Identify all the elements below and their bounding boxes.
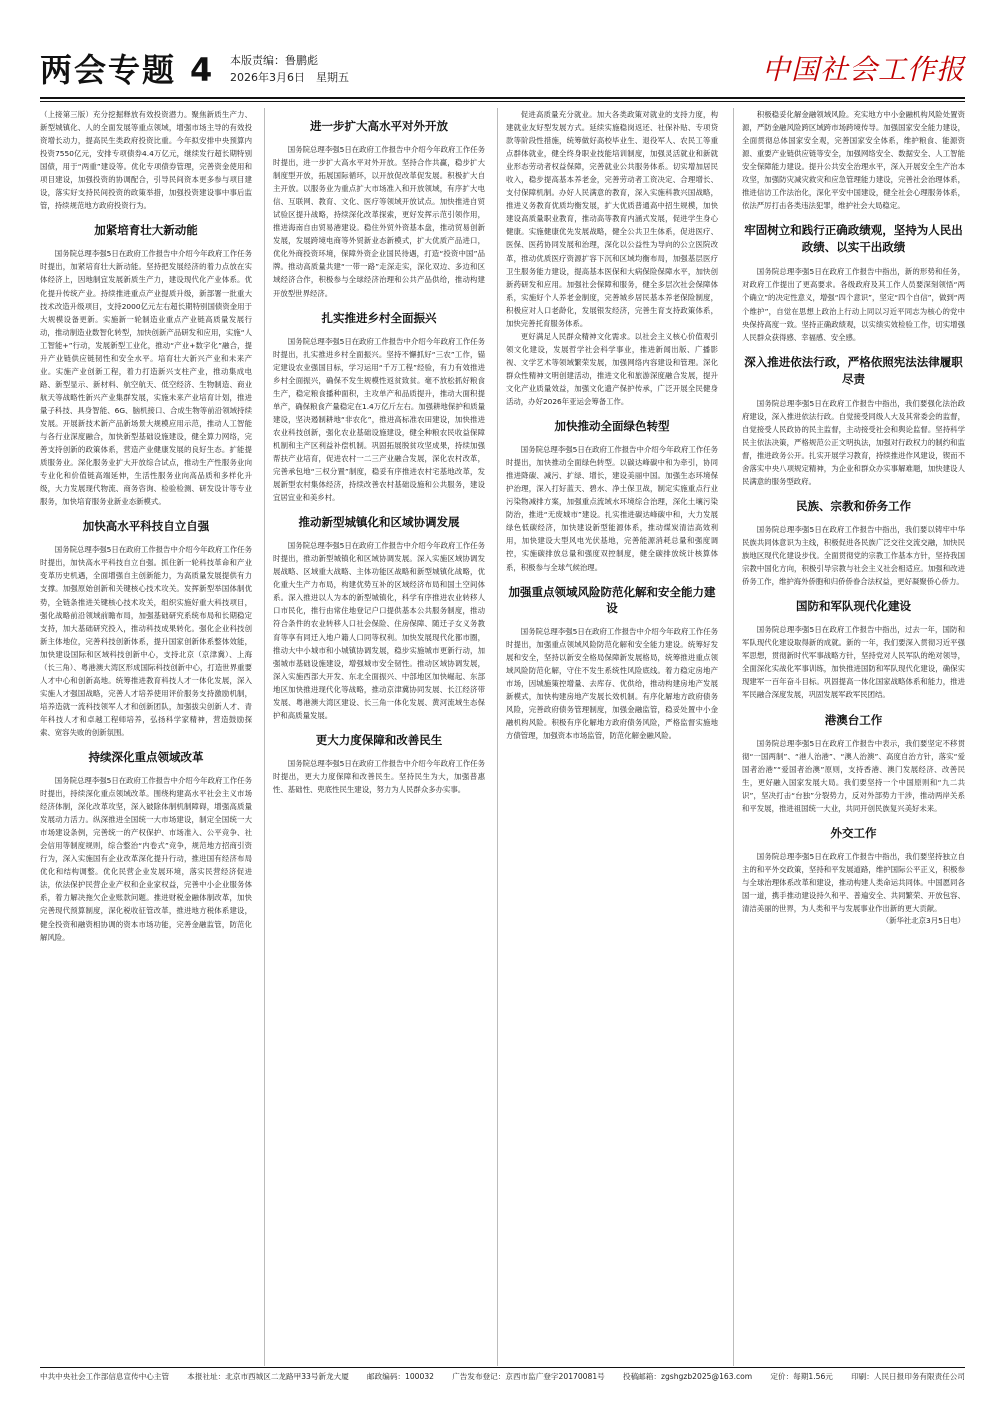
article-body: 促进高质量充分就业。加大各类政策对就业的支持力度，构建就业友好型发展方式。延续实施稳岗返还、社保补贴、专项贷款等阶段性措施，统筹做好高校毕业生、退役军人、农民工等重点群体就业，健全终身职业技能培训制度，加强灵活就业和新就业形态劳动者权益保障，完善就业公共服务体系。切实增加居民收入，稳步提高基本养老金，完善劳动者工资决定、合理增长、支付保障机制。办好人民满意的教育，深入实施科教兴国战略，推进义务教育优质均衡发展，扩大优质普通高中招生规模，加快建设高质量职业教育，推动高等教育内涵式发展，促进学生身心健康。实施健康优先发展战略，健全公共卫生体系，促进医疗、医保、医药协同发展和治理，深化以公益性为导向的公立医院改革，推动优质医疗资源扩容下沉和区域均衡布局，加强基层医疗卫生服务能力建设，提高基本医保和大病保险保障水平，加快创新药研发和应用。加强社会保障和服务，健全多层次社会保障体系，实施好个人养老金制度，完善城乡居民基本养老保险制度，积极应对人口老龄化，发展银发经济，完善生育支持政策体系，加快完善托育服务体系。 (506, 110, 718, 328)
column-2 (273, 108, 485, 1366)
article-body: 国务院总理李强5日在政府工作报告中介绍今年政府工作任务时提出，更大力度保障和改善民生。坚持民生为大，加强普惠性、基础性、兜底性民生建设，努力为人民群众多办实事。 (273, 758, 485, 794)
footer-publisher: 中共中央社会工作部信息宣传中心主管 (40, 1372, 170, 1381)
article-heading: 港澳台工作 (824, 712, 883, 727)
newspaper-logo: 中国社会工作报 (761, 53, 965, 86)
masthead-rule-thin (40, 101, 965, 102)
article-body: 国务院总理李强5日在政府工作报告中介绍今年政府工作任务时提出，推动新型城镇化和区域协调发展。深入实施区域协调发展战略、区域重大战略、主体功能区战略和新型城镇化战略，优化重大生产力布局，构建优势互补的区域经济布局和国土空间体系。深入推进以人为本的新型城镇化，科学有序推进农业转移人口市民化，推行由常住地登记户口提供基本公共服务制度，推动符合条件的农业转移人口社会保险、住房保障、随迁子女义务教育等享有同迁入地户籍人口同等权利。加快发展现代化都市圈，推动大中小城市和小城镇协调发展，稳步实施城市更新行动，加强城市基础设施建设，增强城市安全韧性。推动区域协调发展，深入实施西部大开发、东北全面振兴、中部地区加快崛起、东部地区加快推进现代化等战略，推动京津冀协同发展、长江经济带发展、粤港澳大湾区建设、长三角一体化发展、黄河流域生态保护和高质量发展。 (273, 541, 485, 720)
column-4 (742, 108, 965, 1366)
footer-postcode: 邮政编码：100032 (367, 1372, 435, 1381)
footer-email: 投稿邮箱：zgshgzb2025@163.com (622, 1372, 753, 1381)
page-number: 4 (190, 51, 215, 89)
article-heading: 加强重点领域风险防范化解和安全能力建设 (508, 584, 716, 615)
article-body: 国务院总理李强5日在政府工作报告中指出，我们要以铸牢中华民族共同体意识为主线，积极促进各民族广泛交往交流交融，加快民族地区现代化建设步伐。全面贯彻党的宗教工作基本方针，坚持我国宗教中国化方向，积极引导宗教与社会主义社会相适应。加强和改进侨务工作，维护海外侨胞和归侨侨眷合法权益，更好凝聚侨心侨力。 (742, 524, 965, 587)
article-body: 积极稳妥化解金融领域风险。充实地方中小金融机构风险处置资源，严防金融风险跨区域跨市场跨境传导。加强国家安全能力建设，全面贯彻总体国家安全观，完善国家安全体系，维护粮食、能源资源、重要产业链供应链等安全，加强网络安全、数据安全、人工智能安全保障能力建设。提升公共安全治理水平，深入开展安全生产治本攻坚，加强防灾减灾救灾和应急管理能力建设，完善社会治理体系，推进信访工作法治化，深化平安中国建设，健全社会心理服务体系，依法严厉打击各类违法犯罪，维护社会大局稳定。 (742, 110, 965, 211)
article-body: 国务院总理李强5日在政府工作报告中介绍今年政府工作任务时提出，加快高水平科技自立自强。抓住新一轮科技革命和产业变革历史机遇，全面增强自主创新能力，为高质量发展提供有力支撑。加强原始创新和关键核心技术攻关。发挥新型举国体制优势，全链条推进关键核心技术攻关，组织实施好重大科技项目，强化战略前沿领域前瞻布局，加强基础研究系统布局和长期稳定支持，加大基础研究投入，推动科技成果转化。强化企业科技创新主体地位，完善科技创新体系，提升国家创新体系整体效能，加快建设国际和区域科技创新中心，支持北京（京津冀）、上海（长三角）、粤港澳大湾区形成国际科技创新中心，打造世界重要人才中心和创新高地。统筹推进教育科技人才一体化发展，深入实施人才强国战略，完善人才培养使用评价服务支持激励机制，培养造就一流科技领军人才和创新团队，加强拔尖创新人才、青年科技人才和卓越工程师培养，弘扬科学家精神，营造鼓励探索、宽容失败的创新氛围。 (40, 545, 252, 737)
article-body: 国务院总理李强5日在政府工作报告中介绍今年政府工作任务时提出，进一步扩大高水平对外开放。坚持合作共赢，稳步扩大制度型开放，拓展国际循环，以开放促改革促发展。积极扩大自主开放。以服务业为重点扩大市场准入和开放领域，有序扩大电信、互联网、教育、文化、医疗等领域开放试点。加快推进自贸试验区提升战略，持续深化改革探索，更好发挥示范引领作用，推进海南自由贸易港建设。稳住外贸外资基本盘，推动贸易创新发展，发展跨境电商等外贸新业态新模式，扩大优质产品进口，优化外商投资环境，保障外资企业国民待遇，打造“投资中国”品牌。推动高质量共建“一带一路”走深走实，深化双边、多边和区域经济合作，积极参与全球经济治理和公共产品供给，推动构建开放型世界经济。 (273, 145, 485, 298)
issue-date: 2026年3月6日 星期五 (230, 71, 349, 84)
article-heading: 外交工作 (830, 825, 877, 840)
column-3 (506, 108, 718, 1366)
article-heading: 牢固树立和践行正确政绩观，坚持为人民出政绩、以实干出政绩 (744, 223, 963, 255)
footer-printer: 印刷：人民日报印务有限责任公司 (851, 1372, 965, 1381)
article-body: 国务院总理李强5日在政府工作报告中指出，过去一年，国防和军队现代化建设取得新的成就。新的一年，我们要深入贯彻习近平强军思想，贯彻新时代军事战略方针，坚持党对人民军队的绝对领导，全面深化实战化军事训练，加快推进国防和军队现代化建设，确保实现建军一百年奋斗目标。巩固提高一体化国家战略体系和能力，推进军民融合深度发展，巩固发展军政军民团结。 (742, 625, 965, 700)
column-divider (264, 108, 265, 1366)
article-heading: 加快高水平科技自立自强 (82, 519, 210, 534)
article-heading: 民族、宗教和侨务工作 (796, 498, 911, 513)
article-heading: 加紧培育壮大新动能 (94, 223, 198, 238)
article-body: 国务院总理李强5日在政府工作报告中指出，我们要坚持独立自主的和平外交政策，坚持和平发展道路，维护国际公平正义，积极参与全球治理体系改革和建设，推动构建人类命运共同体。中国愿同各国一道，携手推动建设持久和平、普遍安全、共同繁荣、开放包容、清洁美丽的世界，为人类和平与发展事业作出新的更大贡献。 (742, 851, 965, 913)
editor-credit: 本版责编：鲁鹏彪 (230, 54, 318, 67)
section-title: 两会专题 4 (40, 51, 215, 89)
article-body: 国务院总理李强5日在政府工作报告中介绍今年政府工作任务时提出，加快推动全面绿色转型。以碳达峰碳中和为牵引，协同推进降碳、减污、扩绿、增长，建设美丽中国。加强生态环境保护治理，深入打好蓝天、碧水、净土保卫战，制定实施重点行业污染物减排方案，加强重点流域水环境综合治理，深化土壤污染防治，推进“无废城市”建设。扎实推进碳达峰碳中和，大力发展绿色低碳经济，加快建设新型能源体系，推动煤炭清洁高效利用，加快建设大型风电光伏基地，完善能源消耗总量和强度调控，实施碳排放总量和强度双控制度，健全碳排放统计核算体系，积极参与全球气候治理。 (506, 445, 718, 572)
article-heading: 深入推进依法行政，严格依照宪法法律履职尽责 (744, 354, 963, 386)
column-divider (733, 108, 734, 1366)
article-body: 国务院总理李强5日在政府工作报告中指出，我们要强化法治政府建设，深入推进依法行政。自觉接受同级人大及其常委会的监督，自觉接受人民政协的民主监督，主动接受社会和舆论监督。坚持科学民主依法决策，严格规范公正文明执法，加强对行政权力的制约和监督，推进政务公开。扎实开展学习教育，持续推进作风建设，锲而不舍落实中央八项规定精神，为企业和群众办实事解难题，加快建设人民满意的服务型政府。 (742, 398, 965, 486)
article-heading: 扎实推进乡村全面振兴 (321, 310, 437, 325)
article-body: 国务院总理李强5日在政府工作报告中介绍今年政府工作任务时提出，扎实推进乡村全面振兴。坚持不懈抓好“三农”工作，锚定建设农业强国目标，学习运用“千万工程”经验，有力有效推进乡村全面振兴，确保不发生规模性返贫致贫。毫不放松抓好粮食生产，稳定粮食播种面积，主攻单产和品质提升，推动大面积提单产，确保粮食产量稳定在1.4万亿斤左右。加强耕地保护和质量建设，坚决遏制耕地“非农化”，推进高标准农田建设，加快推进农业科技创新，强化农业基础设施建设，健全种粮农民收益保障机制和主产区利益补偿机制。巩固拓展脱贫攻坚成果，持续加强帮扶产业培育，促进农村一二三产业融合发展，深化农村改革，完善承包地“三权分置”制度，稳妥有序推进农村宅基地改革，发展新型农村集体经济，持续改善农村基础设施和公共服务，建设宜居宜业和美乡村。 (273, 336, 485, 503)
article-body: （上接第三版）充分挖掘释放有效投资潜力。聚焦新质生产力、新型城镇化、人的全面发展等重点领域，增强市场主导的有效投资增长动力，提高民生类政府投资比重。今年拟安排中央预算内投资7550亿元，安排专项债券4.4万亿元，继续发行超长期特别国债，用于“两重”建设等。优化专项债券管理，完善资金使用和项目建设，加强投资的协调配合，引导民间资本更多参与项目建设，落实好支持民间投资的政策举措，加强投资建设事中事后监管，持续规范地方政府投资行为。 (40, 110, 252, 211)
column-divider (497, 108, 498, 1366)
article-heading: 加快推动全面绿色转型 (554, 419, 670, 434)
article-body: 国务院总理李强5日在政府工作报告中介绍今年政府工作任务时提出，持续深化重点领域改革。围绕构建高水平社会主义市场经济体制，深化改革攻坚，深入破除体制机制障碍，增强高质量发展动力活力。纵深推进全国统一大市场建设，制定全国统一大市场建设条例，完善统一的产权保护、市场准入、公平竞争、社会信用等制度规则，综合整治“内卷式”竞争，规范地方招商引资行为，深入实施国有企业改革深化提升行动，推进国有经济布局优化和结构调整。优化民营企业发展环境，落实民营经济促进法，依法保护民营企业产权和企业家权益，完善中小企业服务体系，着力解决拖欠企业账款问题。推进财税金融体制改革，加快完善现代预算制度，深化税收征管改革，推进地方税体系建设，健全投资和融资相协调的资本市场功能，完善金融监管，防范化解风险。 (40, 776, 252, 942)
article-heading: 国防和军队现代化建设 (796, 599, 911, 614)
article-body: 国务院总理李强5日在政府工作报告中介绍今年政府工作任务时提出，加强重点领域风险防范化解和安全能力建设。统筹好发展和安全，坚持以新安全格局保障新发展格局，统筹推进重点领域风险防范化解，守住不发生系统性风险底线。着力稳定房地产市场，因城施策控增量、去库存、优供给，推动构建房地产发展新模式，加快构建房地产发展长效机制。有序化解地方政府债务风险，完善政府债务管理制度，加强金融监管，稳妥处置中小金融机构风险。积极有序化解地方政府债务风险，严格监督实施地方债管理，加强资本市场监管，防范化解金融风险。 (506, 626, 718, 740)
masthead-meta (230, 52, 349, 86)
article-body: 国务院总理李强5日在政府工作报告中表示，我们要坚定不移贯彻“一国两制”、“港人治港”、“澳人治澳”、高度自治方针，落实“爱国者治港”“爱国者治澳”原则，支持香港、澳门发展经济、改善民生，更好融入国家发展大局。我们要坚持一个中国原则和“九二共识”，坚决打击“台独”分裂势力，反对外部势力干涉，推动两岸关系和平发展，推进祖国统一大业，共同开创民族复兴美好未来。 (742, 738, 965, 813)
footer-price: 定价：每期1.56元 (770, 1372, 833, 1381)
masthead (40, 50, 965, 95)
footer-address: 本报社址：北京市西城区二龙路甲33号新龙大厦 (187, 1372, 349, 1381)
footer (40, 1370, 965, 1384)
article-heading: 更大力度保障和改善民生 (315, 732, 443, 747)
article-heading: 进一步扩大高水平对外开放 (310, 119, 448, 133)
column-1 (40, 108, 252, 1366)
footer-ad-license: 广告发布登记：京西市监广登字20170081号 (452, 1372, 605, 1381)
article-body: 国务院总理李强5日在政府工作报告中指出，新的形势和任务，对政府工作提出了更高要求。各级政府及其工作人员要深刻领悟“两个确立”的决定性意义，增强“四个意识”，坚定“四个自信”，做到“两个维护”，自觉在思想上政治上行动上同以习近平同志为核心的党中央保持高度一致。坚持正确政绩观，以实绩实效检验工作，切实增强人民群众获得感、幸福感、安全感。 (742, 267, 965, 342)
article-body: 更好满足人民群众精神文化需求。以社会主义核心价值观引领文化建设，发展哲学社会科学事业，推进新闻出版、广播影视、文学艺术等领域繁荣发展，加强网络内容建设和管理。深化群众性精神文明创建活动，推进文化和旅游深度融合发展，提升文化产业质量效益，加强文化遗产保护传承，广泛开展全民健身活动，办好2026年亚运会筹备工作。 (506, 331, 718, 407)
footer-rule (40, 1367, 965, 1368)
article-body: 国务院总理李强5日在政府工作报告中介绍今年政府工作任务时提出，加紧培育壮大新动能。坚持把发展经济的着力点放在实体经济上，因地制宜发展新质生产力，建设现代化产业体系。优化提升传统产业。持续推进重点产业提质升级，新部署一批重大技术改造升级项目，支持2000亿元左右超长期特别国债资金用于大规模设备更新。实施新一轮制造业重点产业链高质量发展行动，推动制造业数智化转型，加快创新产品研发和应用，实施“人工智能+”行动，发展新型工业化，推动“产业+数字化”融合，提升产业链供应链韧性和安全水平。培育壮大新兴产业和未来产业。实施产业创新工程，着力打造新兴支柱产业，推动集成电路、新型显示、新材料、航空航天、低空经济、生物制造、商业航天等战略性新兴产业集群发展，实施未来产业培育计划，推进量子科技、具身智能、6G、脑机接口、合成生物等前沿领域持续发展。开展新技术新产品新场景大规模应用示范，推动人工智能与各行业深度融合，加快新型基础设施建设，健全算力网络，完善支持创新的政策体系，营造产业健康发展的良好生态。扩能提质服务业。深化服务业扩大开放综合试点，推动生产性服务业向专业化和价值链高端延伸，生活性服务业向高品质和多样化升级，大力发展现代物流、商务咨询、检验检测、研发设计等专业服务，加快培育服务业新业态新模式。 (40, 249, 252, 507)
dateline: （新华社北京3月5日电） (881, 916, 965, 926)
article-heading: 持续深化重点领域改革 (88, 750, 204, 765)
masthead-rule (40, 97, 965, 99)
article-heading: 推动新型城镇化和区域协调发展 (298, 515, 460, 530)
